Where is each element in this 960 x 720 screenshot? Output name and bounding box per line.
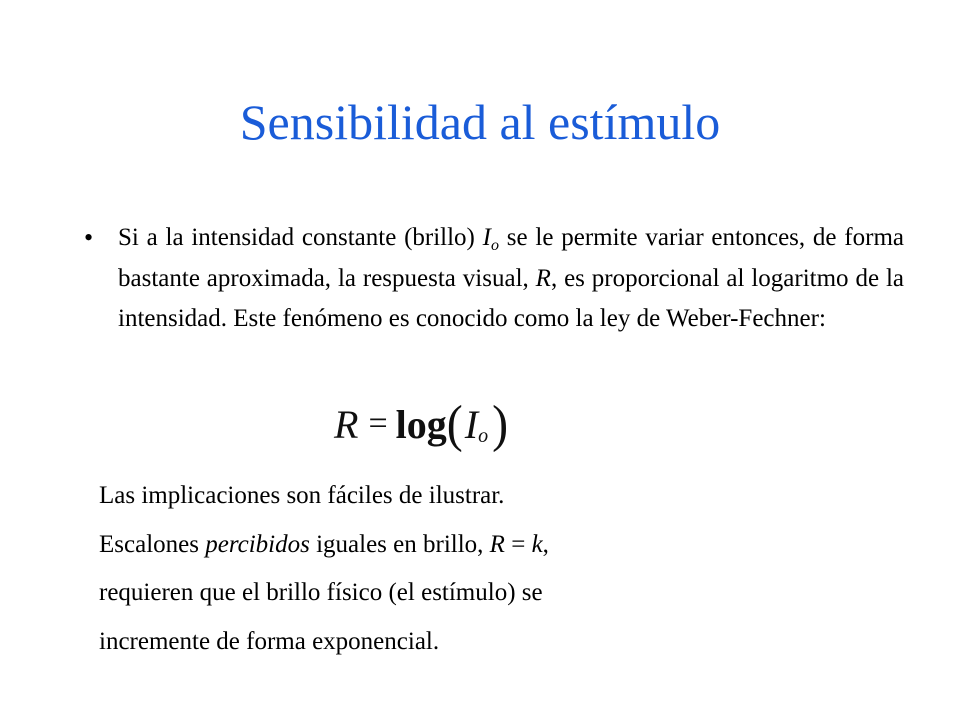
formula-equals: = (368, 405, 388, 442)
line2-text-c: iguales en brillo, (309, 530, 490, 558)
implications-line-4: incremente de forma exponencial. (99, 627, 440, 655)
line2-perceived: percibidos (205, 530, 310, 558)
line2-response-symbol: R (489, 530, 505, 558)
formula-open-paren: ( (446, 395, 463, 453)
bullet-marker: • (84, 223, 94, 252)
bullet-text-part-2: se le permite variar entonces, de forma bastante aproximada, la respuesta visual, (118, 224, 904, 292)
bullet-item (84, 218, 904, 340)
implications-line-2 (99, 521, 719, 570)
formula-subscript: o (478, 424, 489, 447)
slide-title: Sensibilidad al estímulo (239, 94, 721, 150)
implications-line-1: Las implicaciones son fáciles de ilustrar. (99, 482, 505, 509)
bullet-paragraph (118, 218, 904, 340)
implications-line-3: requieren que el brillo físico (el estímulo) se (99, 579, 543, 606)
line2-equals: = (504, 530, 532, 558)
bullet-text-part-1: Si a la intensidad constante (brillo) (118, 224, 483, 251)
formula-close-paren: ) (492, 395, 509, 453)
formula-intensity: I (464, 401, 479, 447)
line2-constant-symbol: k (531, 530, 543, 558)
bullet-text-part-3: , es proporcional al logaritmo de la intensidad. Este fenómeno es conocido como la ley de Weber-Fechner: (118, 264, 904, 332)
line2-text-a: Escalones (99, 530, 206, 558)
formula-response: R (334, 401, 359, 447)
response-symbol: R (535, 264, 551, 292)
implications-block (99, 472, 719, 666)
line2-comma: , (542, 530, 549, 558)
formula-log: log (395, 401, 447, 447)
intensity-subscript: o (491, 237, 499, 254)
intensity-symbol: I (482, 224, 491, 251)
weber-fechner-formula (334, 396, 508, 452)
